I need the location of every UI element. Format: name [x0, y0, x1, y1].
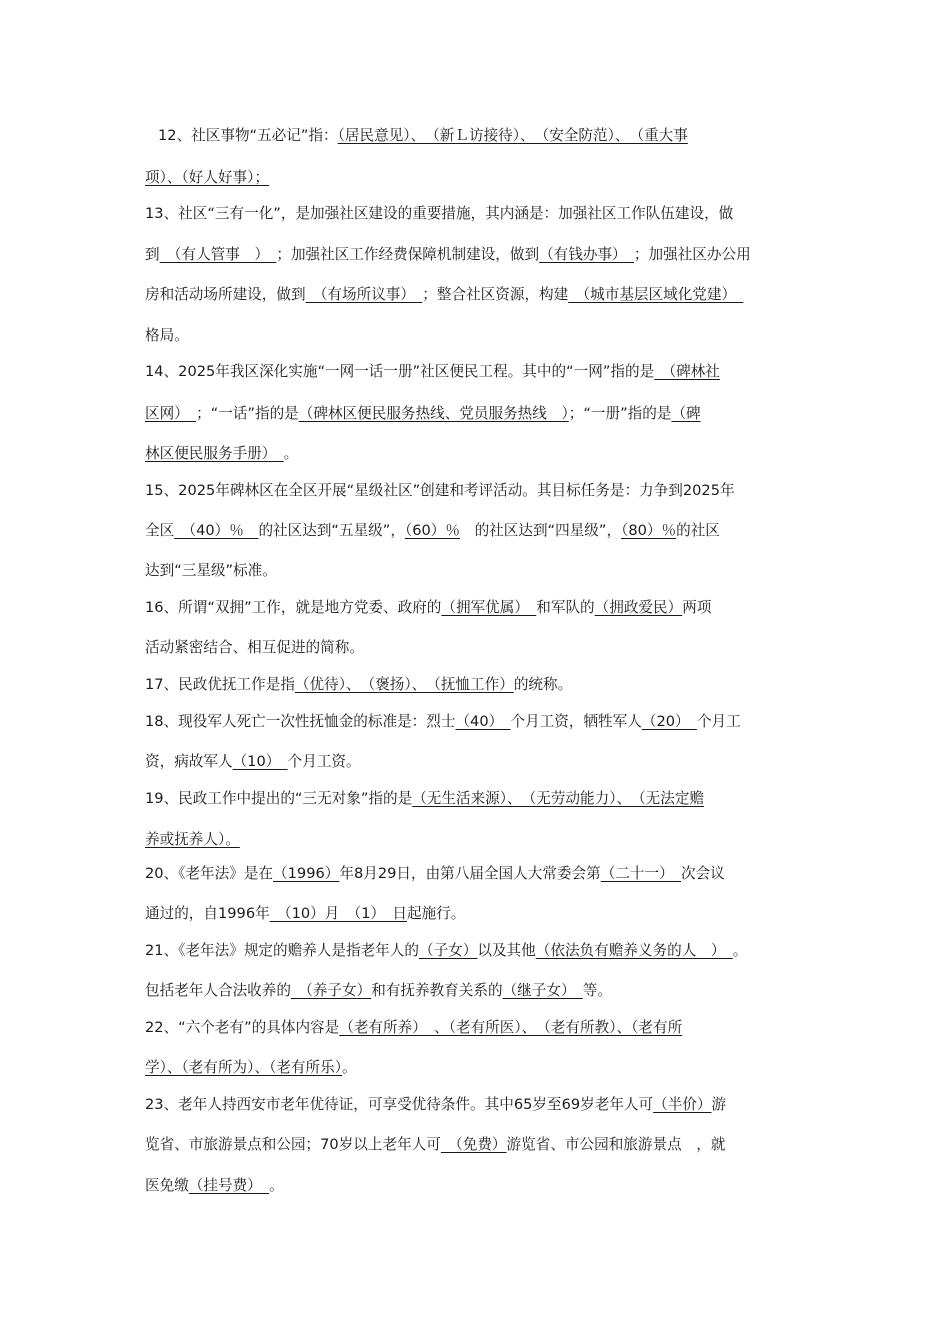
text-segment: 23、老年人持西安市老年优待证，可享受优待条件。其中65岁至69岁老年人可 — [145, 1096, 654, 1113]
text-line — [145, 675, 572, 695]
text-line — [145, 521, 720, 541]
text-segment: 两项 — [682, 599, 712, 616]
answer-blank: （免费） — [440, 1136, 507, 1153]
text-line — [145, 712, 741, 732]
text-segment: 20、《老年法》是在 — [145, 865, 274, 882]
text-line — [145, 1018, 682, 1038]
answer-blank: （60）％ — [404, 522, 460, 539]
answer-blank: （80）％ — [621, 522, 677, 539]
text-line — [145, 752, 361, 772]
text-segment: 和军队的 — [536, 599, 595, 616]
text-line — [145, 941, 747, 961]
text-segment: 通过的，自1996年 — [145, 905, 270, 922]
answer-blank: （挂号费） — [188, 1177, 270, 1194]
text-segment: 全区 — [145, 522, 175, 539]
answer-blank: （40） — [455, 713, 511, 730]
text-segment: 。 — [732, 942, 748, 959]
text-segment: 的统称。 — [513, 676, 573, 693]
text-segment: ；“一话”指的是 — [196, 405, 299, 422]
text-segment: 个月工资，牺牲军人 — [510, 713, 642, 730]
text-segment: 16、所谓“双拥”工作，就是地方党委、政府的 — [145, 599, 442, 616]
text-segment: 活动紧密结合、相互促进的简称。 — [145, 639, 364, 656]
answer-blank: 区网） — [145, 405, 197, 422]
text-line — [145, 561, 277, 581]
answer-blank: （依法负有赡养义务的人 ） — [535, 942, 733, 959]
text-line — [145, 204, 733, 224]
answer-blank: （40）％ — [174, 522, 259, 539]
answer-blank: （二十一） — [600, 865, 681, 882]
text-line — [145, 285, 743, 305]
answer-blank: 林区便民服务手册） — [145, 445, 284, 462]
answer-blank: （拥军优属） — [441, 599, 537, 616]
answer-blank: （1996） — [273, 865, 340, 882]
text-segment: 。 — [269, 1177, 284, 1194]
text-segment: 起施行。 — [407, 905, 466, 922]
text-segment: 22、“六个老有”的具体内容是 — [145, 1019, 340, 1036]
answer-blank: （有人管事 ） — [159, 246, 277, 263]
answer-blank: （城市基层区域化党建） — [568, 286, 744, 303]
text-segment: 17、民政优抚工作是指 — [145, 676, 295, 693]
text-segment: 21、《老年法》规定的赡养人是指老年人的 — [145, 942, 419, 959]
text-segment: 资，病故军人 — [145, 753, 233, 770]
text-segment: 游 — [711, 1096, 727, 1113]
answer-blank: （半价） — [653, 1096, 712, 1113]
text-segment: 房和活动场所建设，做到 — [145, 286, 306, 303]
answer-blank: （10） — [232, 753, 288, 770]
answer-blank: （优待）、 （褒扬）、 （抚恤工作） — [294, 676, 514, 693]
text-segment: 12、社区事物“五必记”指： — [158, 127, 338, 144]
text-line — [145, 326, 189, 346]
text-segment: ；整合社区资源，构建 — [422, 286, 569, 303]
text-line — [145, 444, 298, 464]
text-segment: 医免缴 — [145, 1177, 189, 1194]
answer-blank: （碑林区便民服务热线、党员服务热线 ） — [298, 405, 569, 422]
text-segment: ；加强社区工作经费保障机制建设，做到 — [276, 246, 540, 263]
text-segment: 览省、市旅游景点和公园；70岁以上老年人可 — [145, 1136, 441, 1153]
text-line — [158, 126, 688, 146]
text-line — [145, 1135, 725, 1155]
text-line — [145, 245, 751, 265]
text-segment: 的社区 — [676, 522, 720, 539]
text-segment: 15、2025年碑林区在全区开展“星级社区”创建和考评活动。其目标任务是：力争到2025年 — [145, 482, 735, 499]
text-segment: 个月工 — [696, 713, 741, 730]
text-line — [145, 404, 701, 424]
text-segment: 19、民政工作中提出的“三无对象”指的是 — [145, 790, 413, 807]
text-segment: 次会议 — [680, 865, 725, 882]
answer-blank: （有场所议事） — [305, 286, 423, 303]
text-line — [145, 1176, 284, 1196]
text-line — [145, 638, 364, 658]
text-segment: 的社区达到“五星级”， — [258, 522, 405, 539]
text-line — [145, 830, 240, 850]
text-segment: 包括老年人合法收养的 — [145, 982, 291, 999]
answer-blank: （居民意见）、 （新Ｌ访接待）、 （安全防范）、 （重大事 — [337, 127, 688, 144]
answer-blank: （拥政爱民） — [594, 599, 683, 616]
answer-blank: （养子女） — [290, 982, 372, 999]
answer-blank: （有钱办事） — [539, 246, 634, 263]
text-segment: 以及其他 — [477, 942, 536, 959]
text-line — [145, 1058, 357, 1078]
text-segment: 和有抚养教育关系的 — [371, 982, 503, 999]
text-segment: 格局。 — [145, 327, 189, 344]
answer-blank: （子女） — [418, 942, 478, 959]
answer-blank: （无生活来源）、 （无劳动能力）、 （无法定赡 — [412, 790, 705, 807]
answer-blank: （老有所养） 、（老有所医）、 （老有所教）、（老有所 — [339, 1019, 683, 1036]
text-line — [145, 904, 465, 924]
text-segment: 个月工资。 — [287, 753, 361, 770]
text-line — [145, 789, 704, 809]
answer-blank: （碑林社 — [654, 363, 720, 380]
text-line — [145, 981, 612, 1001]
text-line — [145, 598, 711, 618]
text-line — [145, 362, 720, 382]
answer-blank: （继子女） — [502, 982, 583, 999]
text-segment: 到 — [145, 246, 160, 263]
text-segment: 。 — [342, 1059, 357, 1076]
answer-blank: （碑 — [671, 405, 701, 422]
text-segment: ；加强社区办公用 — [633, 246, 751, 263]
answer-blank: 项）、（好人好事）； — [145, 169, 270, 186]
text-segment: 13、社区“三有一化”，是加强社区建设的重要措施，其内涵是：加强社区工作队伍建设，做 — [145, 205, 734, 222]
text-segment: 年8月29日，由第八届全国人大常委会第 — [339, 865, 601, 882]
text-line — [145, 1095, 726, 1115]
text-segment: 游览省、市公园和旅游景点 ，就 — [506, 1136, 726, 1153]
answer-blank: （10）月 （1） 日 — [269, 905, 408, 922]
answer-blank: 学）、（老有所为）、（老有所乐） — [145, 1059, 343, 1076]
text-segment: 的社区达到“四星级”， — [459, 522, 622, 539]
text-segment: ；“一册”指的是 — [568, 405, 672, 422]
text-line — [145, 864, 725, 884]
text-line — [145, 168, 269, 188]
text-segment: 等。 — [582, 982, 613, 999]
answer-blank: 养或抚养人）。 — [145, 831, 240, 848]
text-line — [145, 481, 735, 501]
text-segment: 。 — [283, 445, 299, 462]
answer-blank: （20） — [641, 713, 697, 730]
text-segment: 达到“三星级”标准。 — [145, 562, 277, 579]
text-segment: 14、2025年我区深化实施“一网一话一册”社区便民工程。其中的“一网”指的是 — [145, 363, 655, 380]
text-segment: 18、现役军人死亡一次性抚恤金的标准是：烈士 — [145, 713, 456, 730]
